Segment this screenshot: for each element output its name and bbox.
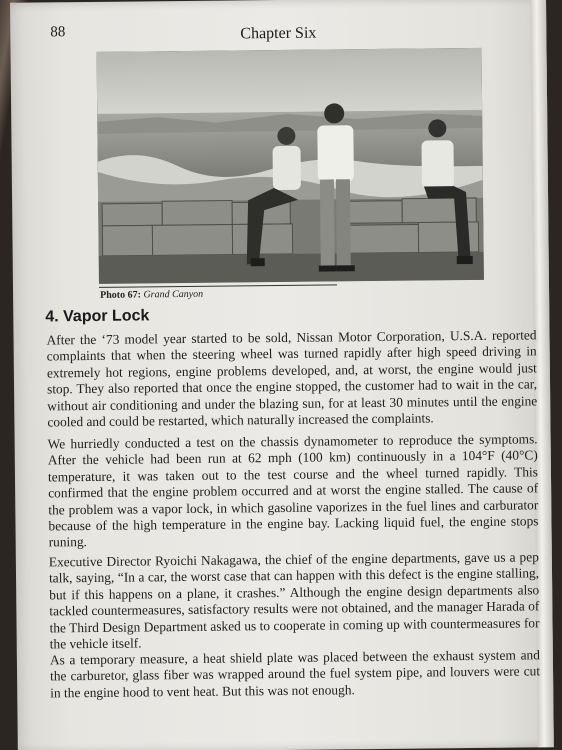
grand-canyon-photo: [97, 48, 484, 284]
section-heading: 4. Vapor Lock: [45, 307, 150, 326]
paragraph-2: We hurriedly conducted a test on the chassis dynamometer to reproduce the symptoms. After the vehicle had been run at 62 mph (100 km) continuously in a 104°F (40°C) temperature, it was taken out to the test course and the wheel turned rapidly. This confirmed that the engine problem occurred and at worst the engine stalled. The cause of the problem was a vapor lock, in which gasoline vaporizes in the fuel lines and carburator because of the high temperature in the engine bay. Lacking liquid fuel, the engine stops runing.: [47, 431, 539, 550]
page-number: 88: [50, 24, 66, 41]
book-page: [10, 0, 554, 750]
caption-text: Grand Canyon: [143, 288, 204, 301]
page-header: [50, 20, 506, 47]
paragraph-1: After the ‘73 model year started to be sold, Nissan Motor Corporation, U.S.A. reported complaints that when the steering wheel was turned rapidly after high speed driving in extremely hot regions, engine problems developed, and, at worst, the engine would just stop. They also reported that once the engine stopped, the customer had to wait in the car, without air conditioning and under the blazing sun, for at least 30 minutes until the engine cooled and could be restarted, which naturally increased the complaints.: [46, 327, 538, 430]
caption-rule: [99, 284, 337, 287]
paragraph-3: Executive Director Ryoichi Nakagawa, the chief of the engine departments, gave us a pep talk, saying, “In a car, the worst case that can happen with this defect is the engine stalling, but if this happens on a plane, it crashes.” Although the engine design departments also tackled countermeasures, satisfactory results were not obtained, and the manager Harada of the Third Design Department asked us to cooperate in coming up with countermeasures for the vehicle itself.: [48, 549, 540, 652]
photo-illustration: [97, 48, 484, 284]
caption-label: Photo 67:: [100, 289, 141, 301]
photo-caption: [100, 289, 203, 301]
paragraph-4: As a temporary measure, a heat shield plate was placed between the exhaust system and the carburetor, glass fiber was wrapped around the fuel system pipe, and louvers were cut in the engine hood to vent heat. But this was not enough.: [49, 647, 541, 701]
chapter-title: Chapter Six: [240, 24, 317, 43]
